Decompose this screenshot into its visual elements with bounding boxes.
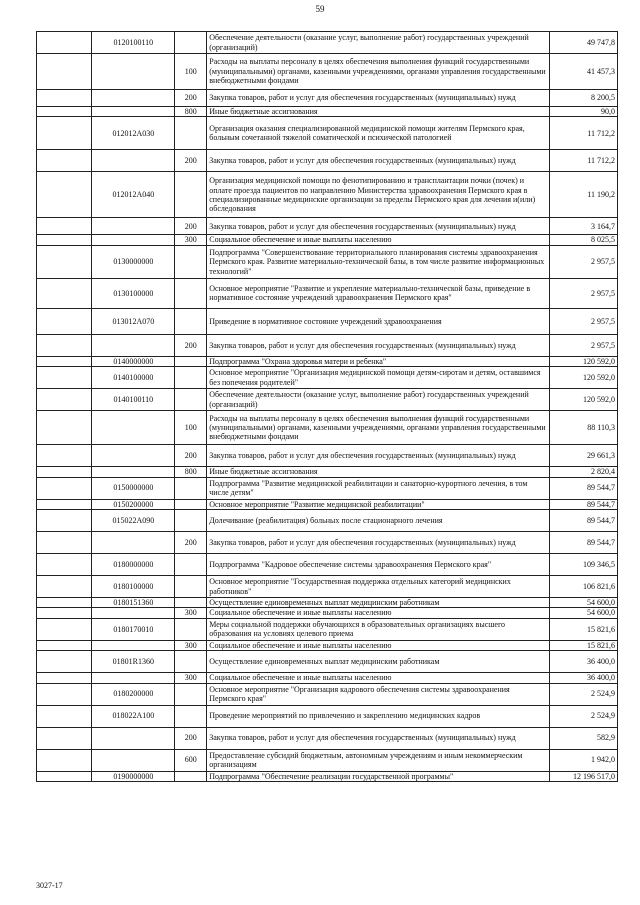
item-name-cell: Закупка товаров, работ и услуг для обеспечения государственных (муниципальных) нужд: [207, 445, 550, 467]
item-name-cell: Организация медицинской помощи по фенотипированию и трансплантации почки (почек) и оплате проезда пациентов по направлению Министерства здравоохранения Пермского края в специализированные медицинские организации за пределы Пермского края для лечения и(или) обследования: [207, 172, 550, 218]
target-code-cell: 0180170010: [92, 618, 175, 640]
empty-cell: [37, 727, 92, 749]
amount-cell: 120 592,0: [549, 356, 617, 366]
target-code-cell: [92, 467, 175, 477]
item-name-cell: Иные бюджетные ассигнования: [207, 107, 550, 117]
amount-cell: 12 196 517,0: [549, 771, 617, 781]
target-code-cell: [92, 107, 175, 117]
empty-cell: [37, 467, 92, 477]
expense-type-cell: [175, 117, 207, 150]
expense-type-cell: [175, 308, 207, 334]
empty-cell: [37, 367, 92, 389]
table-row: [37, 218, 618, 235]
table-row: [37, 673, 618, 683]
item-name-cell: Закупка товаров, работ и услуг для обеспечения государственных (муниципальных) нужд: [207, 334, 550, 356]
empty-cell: [37, 651, 92, 673]
item-name-cell: Предоставление субсидий бюджетным, автономным учреждениям и иным некоммерческим организациям: [207, 749, 550, 771]
amount-cell: 89 544,7: [549, 477, 617, 499]
empty-cell: [37, 771, 92, 781]
table-row: [37, 598, 618, 608]
expense-type-cell: [175, 477, 207, 499]
table-row: [37, 532, 618, 554]
table-row: [37, 367, 618, 389]
amount-cell: 11 712,2: [549, 150, 617, 172]
item-name-cell: Иные бюджетные ассигнования: [207, 467, 550, 477]
table-row: [37, 278, 618, 308]
empty-cell: [37, 389, 92, 411]
table-row: [37, 54, 618, 90]
target-code-cell: 0180000000: [92, 554, 175, 576]
expense-type-cell: [175, 510, 207, 532]
item-name-cell: Закупка товаров, работ и услуг для обеспечения государственных (муниципальных) нужд: [207, 218, 550, 235]
amount-cell: 15 821,6: [549, 640, 617, 650]
empty-cell: [37, 477, 92, 499]
empty-cell: [37, 356, 92, 366]
item-name-cell: Основное мероприятие "Организация медицинской помощи детям-сиротам и детям, оставшимся без попечения родителей": [207, 367, 550, 389]
item-name-cell: Основное мероприятие "Государственная поддержка отдельных категорий медицинских работников": [207, 576, 550, 598]
table-row: [37, 245, 618, 278]
amount-cell: 2 820,4: [549, 467, 617, 477]
expense-type-cell: 600: [175, 749, 207, 771]
table-row: [37, 651, 618, 673]
amount-cell: 2 957,5: [549, 278, 617, 308]
amount-cell: 36 400,0: [549, 651, 617, 673]
expense-type-cell: 200: [175, 727, 207, 749]
table-row: [37, 150, 618, 172]
empty-cell: [37, 608, 92, 618]
amount-cell: 120 592,0: [549, 389, 617, 411]
empty-cell: [37, 278, 92, 308]
table-row: [37, 554, 618, 576]
expense-type-cell: [175, 278, 207, 308]
amount-cell: 15 821,6: [549, 618, 617, 640]
item-name-cell: Социальное обеспечение и иные выплаты населению: [207, 673, 550, 683]
item-name-cell: Социальное обеспечение и иные выплаты населению: [207, 235, 550, 245]
expense-type-cell: [175, 554, 207, 576]
empty-cell: [37, 245, 92, 278]
empty-cell: [37, 499, 92, 509]
table-row: [37, 727, 618, 749]
expense-type-cell: [175, 32, 207, 54]
amount-cell: 36 400,0: [549, 673, 617, 683]
expense-type-cell: [175, 367, 207, 389]
expense-type-cell: [175, 598, 207, 608]
empty-cell: [37, 749, 92, 771]
amount-cell: 89 544,7: [549, 532, 617, 554]
empty-cell: [37, 150, 92, 172]
budget-table-body: [37, 32, 618, 782]
empty-cell: [37, 510, 92, 532]
empty-cell: [37, 445, 92, 467]
target-code-cell: 0130100000: [92, 278, 175, 308]
target-code-cell: 0150200000: [92, 499, 175, 509]
target-code-cell: 0140100000: [92, 367, 175, 389]
expense-type-cell: 300: [175, 673, 207, 683]
empty-cell: [37, 308, 92, 334]
table-row: [37, 467, 618, 477]
target-code-cell: [92, 532, 175, 554]
item-name-cell: Проведение мероприятий по привлечению и закреплению медицинских кадров: [207, 705, 550, 727]
item-name-cell: Закупка товаров, работ и услуг для обеспечения государственных (муниципальных) нужд: [207, 90, 550, 107]
document-footer-code: 3027-17: [36, 881, 63, 890]
item-name-cell: Организация оказания специализированной медицинской помощи жителям Пермского края, больным сочетанной тяжелой соматической и психической патологией: [207, 117, 550, 150]
item-name-cell: Закупка товаров, работ и услуг для обеспечения государственных (муниципальных) нужд: [207, 727, 550, 749]
item-name-cell: Осуществление единовременных выплат медицинским работникам: [207, 651, 550, 673]
empty-cell: [37, 576, 92, 598]
amount-cell: 90,0: [549, 107, 617, 117]
amount-cell: 89 544,7: [549, 499, 617, 509]
target-code-cell: 0140000000: [92, 356, 175, 366]
target-code-cell: 0120100110: [92, 32, 175, 54]
expense-type-cell: 300: [175, 608, 207, 618]
empty-cell: [37, 218, 92, 235]
expense-type-cell: [175, 389, 207, 411]
expense-type-cell: 100: [175, 411, 207, 445]
expense-type-cell: 200: [175, 445, 207, 467]
empty-cell: [37, 90, 92, 107]
target-code-cell: 012012А040: [92, 172, 175, 218]
item-name-cell: Приведение в нормативное состояние учреждений здравоохранения: [207, 308, 550, 334]
target-code-cell: [92, 150, 175, 172]
target-code-cell: [92, 608, 175, 618]
target-code-cell: 018022А100: [92, 705, 175, 727]
budget-table: [36, 31, 618, 782]
expense-type-cell: 800: [175, 467, 207, 477]
table-row: [37, 445, 618, 467]
target-code-cell: 015022А090: [92, 510, 175, 532]
table-row: [37, 334, 618, 356]
table-row: [37, 640, 618, 650]
expense-type-cell: 800: [175, 107, 207, 117]
empty-cell: [37, 54, 92, 90]
expense-type-cell: 100: [175, 54, 207, 90]
empty-cell: [37, 598, 92, 608]
table-row: [37, 499, 618, 509]
target-code-cell: 0180200000: [92, 683, 175, 705]
target-code-cell: 0180151360: [92, 598, 175, 608]
expense-type-cell: 200: [175, 150, 207, 172]
empty-cell: [37, 705, 92, 727]
item-name-cell: Обеспечение деятельности (оказание услуг, выполнение работ) государственных учреждений (организаций): [207, 389, 550, 411]
expense-type-cell: 300: [175, 235, 207, 245]
target-code-cell: 01801R1360: [92, 651, 175, 673]
target-code-cell: [92, 640, 175, 650]
expense-type-cell: 200: [175, 532, 207, 554]
item-name-cell: Долечивание (реабилитация) больных после стационарного лечения: [207, 510, 550, 532]
expense-type-cell: [175, 651, 207, 673]
target-code-cell: [92, 749, 175, 771]
item-name-cell: Социальное обеспечение и иные выплаты населению: [207, 640, 550, 650]
empty-cell: [37, 172, 92, 218]
target-code-cell: [92, 218, 175, 235]
amount-cell: 8 200,5: [549, 90, 617, 107]
item-name-cell: Закупка товаров, работ и услуг для обеспечения государственных (муниципальных) нужд: [207, 532, 550, 554]
expense-type-cell: [175, 771, 207, 781]
table-row: [37, 90, 618, 107]
amount-cell: 582,9: [549, 727, 617, 749]
empty-cell: [37, 117, 92, 150]
empty-cell: [37, 532, 92, 554]
target-code-cell: [92, 445, 175, 467]
expense-type-cell: 200: [175, 218, 207, 235]
expense-type-cell: [175, 683, 207, 705]
item-name-cell: Расходы на выплаты персоналу в целях обеспечения выполнения функций государственными (муниципальными) органами, казенными учреждениями, органами управления государственными внебюджетными фондами: [207, 411, 550, 445]
table-row: [37, 618, 618, 640]
amount-cell: 2 957,5: [549, 245, 617, 278]
table-row: [37, 117, 618, 150]
expense-type-cell: [175, 705, 207, 727]
table-row: [37, 576, 618, 598]
amount-cell: 2 524,9: [549, 683, 617, 705]
expense-type-cell: 200: [175, 334, 207, 356]
table-row: [37, 308, 618, 334]
table-row: [37, 477, 618, 499]
item-name-cell: Осуществление единовременных выплат медицинским работникам: [207, 598, 550, 608]
empty-cell: [37, 334, 92, 356]
table-row: [37, 510, 618, 532]
expense-type-cell: [175, 245, 207, 278]
item-name-cell: Закупка товаров, работ и услуг для обеспечения государственных (муниципальных) нужд: [207, 150, 550, 172]
amount-cell: 89 544,7: [549, 510, 617, 532]
amount-cell: 2 957,5: [549, 334, 617, 356]
target-code-cell: 0180100000: [92, 576, 175, 598]
target-code-cell: [92, 90, 175, 107]
item-name-cell: Социальное обеспечение и иные выплаты населению: [207, 608, 550, 618]
item-name-cell: Подпрограмма "Кадровое обеспечение системы здравоохранения Пермского края": [207, 554, 550, 576]
page-number: 59: [315, 4, 325, 14]
target-code-cell: 0140100110: [92, 389, 175, 411]
expense-type-cell: [175, 356, 207, 366]
table-row: [37, 235, 618, 245]
expense-type-cell: [175, 499, 207, 509]
table-row: [37, 749, 618, 771]
item-name-cell: Подпрограмма "Охрана здоровья матери и ребенка": [207, 356, 550, 366]
amount-cell: 2 524,9: [549, 705, 617, 727]
empty-cell: [37, 32, 92, 54]
item-name-cell: Подпрограмма "Обеспечение реализации государственной программы": [207, 771, 550, 781]
empty-cell: [37, 640, 92, 650]
empty-cell: [37, 554, 92, 576]
table-row: [37, 356, 618, 366]
table-row: [37, 705, 618, 727]
amount-cell: 2 957,5: [549, 308, 617, 334]
target-code-cell: 0150000000: [92, 477, 175, 499]
target-code-cell: [92, 54, 175, 90]
expense-type-cell: 300: [175, 640, 207, 650]
target-code-cell: 013012А070: [92, 308, 175, 334]
expense-type-cell: [175, 172, 207, 218]
target-code-cell: [92, 673, 175, 683]
amount-cell: 109 346,5: [549, 554, 617, 576]
target-code-cell: [92, 411, 175, 445]
amount-cell: 29 661,3: [549, 445, 617, 467]
empty-cell: [37, 411, 92, 445]
amount-cell: 120 592,0: [549, 367, 617, 389]
table-row: [37, 32, 618, 54]
empty-cell: [37, 673, 92, 683]
amount-cell: 54 600,0: [549, 608, 617, 618]
table-row: [37, 608, 618, 618]
amount-cell: 49 747,8: [549, 32, 617, 54]
expense-type-cell: [175, 576, 207, 598]
item-name-cell: Основное мероприятие "Развитие и укрепление материально-технической базы, приведение в нормативное состояние учреждений здравоохранения Пермского края": [207, 278, 550, 308]
target-code-cell: [92, 727, 175, 749]
empty-cell: [37, 235, 92, 245]
amount-cell: 1 942,0: [549, 749, 617, 771]
target-code-cell: 0190000000: [92, 771, 175, 781]
item-name-cell: Основное мероприятие "Развитие медицинской реабилитации": [207, 499, 550, 509]
table-row: [37, 389, 618, 411]
item-name-cell: Меры социальной поддержки обучающихся в образовательных организациях высшего образования на условиях целевого приема: [207, 618, 550, 640]
table-row: [37, 107, 618, 117]
amount-cell: 11 712,2: [549, 117, 617, 150]
item-name-cell: Подпрограмма "Развитие медицинской реабилитации и санаторно-курортного лечения, в том числе детям": [207, 477, 550, 499]
empty-cell: [37, 618, 92, 640]
target-code-cell: 012012А030: [92, 117, 175, 150]
item-name-cell: Обеспечение деятельности (оказание услуг, выполнение работ) государственных учреждений (организаций): [207, 32, 550, 54]
amount-cell: 8 025,5: [549, 235, 617, 245]
empty-cell: [37, 683, 92, 705]
amount-cell: 54 600,0: [549, 598, 617, 608]
amount-cell: 106 821,6: [549, 576, 617, 598]
item-name-cell: Основное мероприятие "Организация кадрового обеспечения системы здравоохранения Пермского края": [207, 683, 550, 705]
item-name-cell: Подпрограмма "Совершенствование территориального планирования системы здравоохранения Пермского края. Развитие материально-технической базы, в том числе развитие информационных технологий": [207, 245, 550, 278]
empty-cell: [37, 107, 92, 117]
table-row: [37, 411, 618, 445]
target-code-cell: [92, 334, 175, 356]
amount-cell: 88 110,3: [549, 411, 617, 445]
expense-type-cell: [175, 618, 207, 640]
expense-type-cell: 200: [175, 90, 207, 107]
table-row: [37, 172, 618, 218]
target-code-cell: [92, 235, 175, 245]
amount-cell: 3 164,7: [549, 218, 617, 235]
table-row: [37, 771, 618, 781]
table-row: [37, 683, 618, 705]
target-code-cell: 0130000000: [92, 245, 175, 278]
amount-cell: 11 190,2: [549, 172, 617, 218]
amount-cell: 41 457,3: [549, 54, 617, 90]
item-name-cell: Расходы на выплаты персоналу в целях обеспечения выполнения функций государственными (муниципальными) органами, казенными учреждениями, органами управления государственными внебюджетными фондами: [207, 54, 550, 90]
